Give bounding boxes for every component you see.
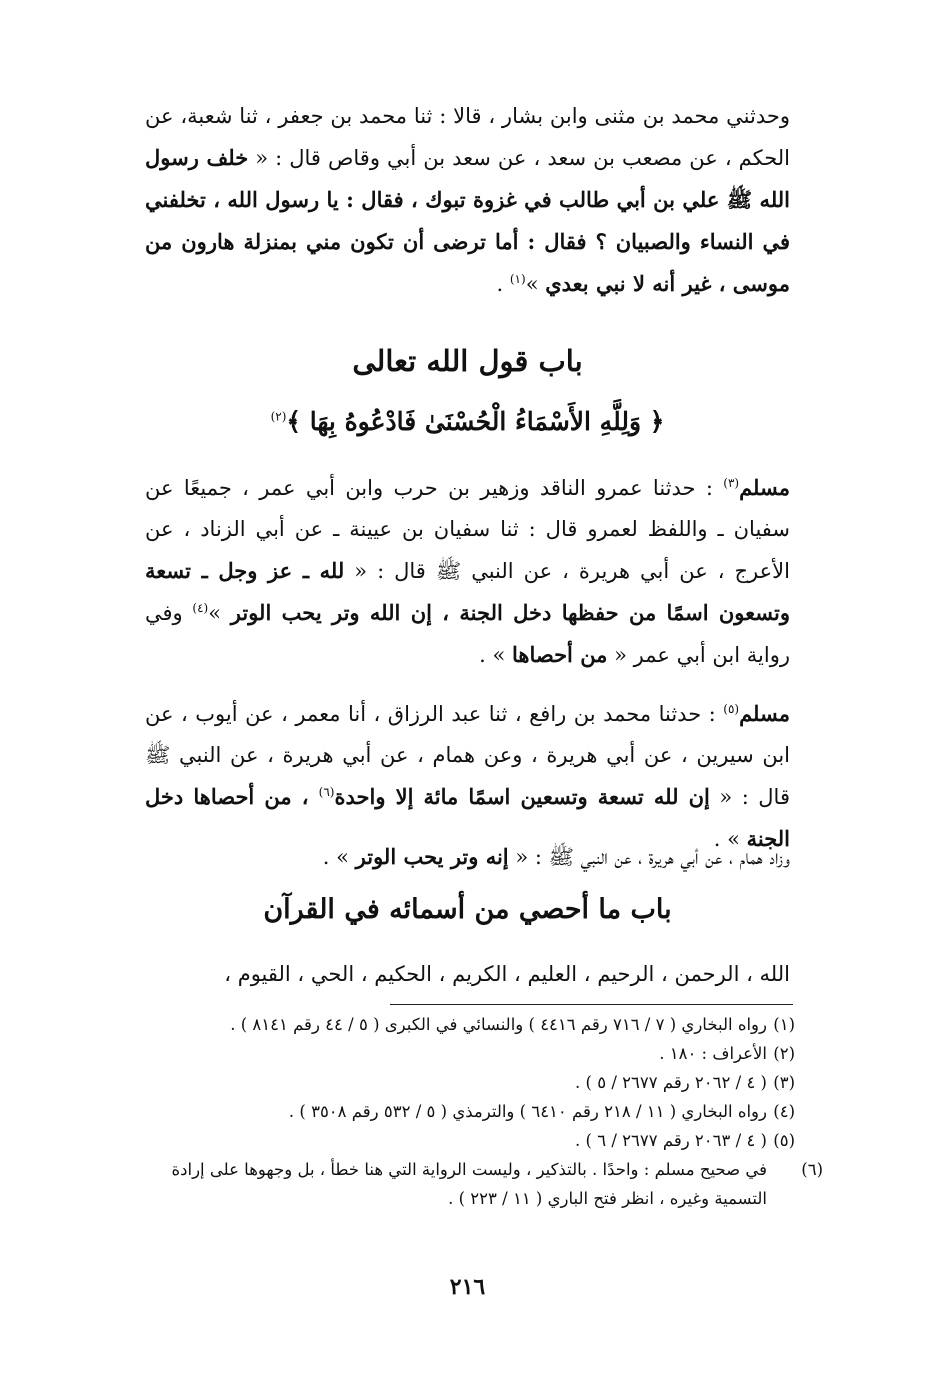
quote-close: » bbox=[525, 272, 546, 296]
source-label: مسلم bbox=[739, 701, 790, 726]
footnote-text: في صحيح مسلم : واحدًا . بالتذكير ، وليست الرواية التي هنا خطأ ، بل وجهوها على إرادة التسمية وغيره ، انظر فتح الباري ( ١١ / ٢٢٣ ) . bbox=[171, 1160, 767, 1208]
chapter-heading-2: باب ما أحصي من أسمائه في القرآن bbox=[263, 894, 672, 925]
footnote-text: رواه البخاري ( ٧ / ٧١٦ رقم ٤٤١٦ ) والنسائي في الكبرى ( ٥ / ٤٤ رقم ٨١٤١ ) . bbox=[230, 1015, 767, 1034]
footnote-2 bbox=[140, 1039, 795, 1068]
chapter-heading-1: باب قول الله تعالى bbox=[352, 344, 583, 378]
isnad-text: وزاد همام ، عن أبي هريرة ، عن النبي ﷺ : « bbox=[508, 845, 790, 869]
sentence-end: . bbox=[496, 272, 510, 296]
quran-verse: ﴿ وَلِلَّهِ الأَسْمَاءُ الْحُسْنَىٰ فَادْعُوهُ بِهَا ﴾ bbox=[286, 407, 665, 436]
hadith-paragraph-3 bbox=[145, 693, 790, 860]
hadith-text: إن لله تسعة وتسعين اسمًا مائة إلا واحدة bbox=[334, 784, 710, 809]
footnote-5 bbox=[140, 1126, 795, 1155]
footnotes bbox=[140, 1010, 823, 1213]
sentence-end: » . bbox=[713, 827, 747, 851]
footnote-number: (١) bbox=[773, 1015, 795, 1034]
isnad-text: وحدثني محمد بن مثنى وابن بشار ، قالا : ثنا محمد بن جعفر ، ثنا شعبة، عن الحكم ، عن مصعب بن سعد ، عن سعد بن أبي وقاص قال : « bbox=[145, 104, 791, 170]
hadith-text: إنه وتر يحب الوتر bbox=[355, 844, 509, 869]
isnad-text: : حدثنا عمرو الناقد وزهير بن حرب وابن أبي عمر ، جميعًا عن سفيان ـ واللفظ لعمرو قال : ثنا سفيان بن عيينة ـ عن أبي الزناد ، عن الأعرج ، عن أبي هريرة ، عن النبي ﷺ قال : « bbox=[145, 476, 790, 583]
footnote-1 bbox=[140, 1010, 795, 1039]
hadith-paragraph-1 bbox=[145, 96, 790, 305]
footnote-text: ( ٤ / ٢٠٦٢ رقم ٢٦٧٧ / ٥ ) . bbox=[575, 1073, 767, 1092]
footnote-text: الأعراف : ١٨٠ . bbox=[659, 1044, 767, 1063]
hadith-paragraph-2 bbox=[145, 467, 790, 676]
footnote-number: (٥) bbox=[773, 1131, 795, 1150]
footnote-text: رواه البخاري ( ١١ / ٢١٨ رقم ٦٤١٠ ) والترمذي ( ٥ / ٥٣٢ رقم ٣٥٠٨ ) . bbox=[288, 1102, 767, 1121]
source-label: مسلم bbox=[739, 475, 790, 500]
footnote-ref[interactable]: (٦) bbox=[318, 785, 335, 799]
riwaya-text: وفي رواية ابن أبي عمر « bbox=[145, 601, 790, 667]
footnote-number: (٣) bbox=[773, 1073, 795, 1092]
footnote-ref[interactable]: (٥) bbox=[723, 702, 740, 716]
hadith-text: ، من أحصاها دخل الجنة bbox=[145, 784, 790, 851]
footnote-separator bbox=[390, 1004, 793, 1005]
footnote-3 bbox=[140, 1068, 795, 1097]
sentence-end: » . bbox=[322, 845, 356, 869]
footnote-number: (٢) bbox=[773, 1044, 795, 1063]
names-paragraph bbox=[145, 954, 790, 995]
footnote-ref[interactable]: (٤) bbox=[192, 601, 209, 615]
chapter-heading-1-verse bbox=[145, 407, 790, 436]
hadith-text: لله ـ عز وجل ـ تسعة وتسعون اسمًا من حفظها دخل الجنة ، إن الله وتر يحب الوتر bbox=[145, 558, 790, 625]
isnad-text: : حدثنا محمد بن رافع ، ثنا عبد الرزاق ، أنا معمر ، عن أيوب ، عن ابن سيرين ، عن أبي هريرة ، وعن همام ، عن أبي هريرة ، عن النبي ﷺ قال : « bbox=[145, 702, 790, 809]
footnote-text: ( ٤ / ٢٠٦٣ رقم ٢٦٧٧ / ٦ ) . bbox=[575, 1131, 767, 1150]
footnote-6 bbox=[140, 1155, 823, 1213]
hadith-text: من أحصاها bbox=[511, 642, 608, 667]
footnote-ref[interactable]: (١) bbox=[509, 272, 526, 286]
quote-close: » bbox=[208, 601, 231, 625]
footnote-ref[interactable]: (٢) bbox=[270, 409, 287, 424]
footnote-ref[interactable]: (٣) bbox=[723, 476, 740, 490]
divine-names-list: الله ، الرحمن ، الرحيم ، العليم ، الكريم ، الحكيم ، الحي ، القيوم ، bbox=[224, 962, 790, 986]
footnote-number: (٤) bbox=[773, 1102, 795, 1121]
hadith-text: خلف رسول الله ﷺ علي بن أبي طالب في غزوة تبوك ، فقال : يا رسول الله ، تخلفني في النساء والصبيان ؟ فقال : أما ترضى أن تكون مني بمنزلة هارون من موسى ، غير أنه لا نبي بعدي bbox=[145, 145, 790, 296]
hadith-paragraph-4 bbox=[145, 836, 790, 878]
page-number: ٢١٦ bbox=[449, 1274, 486, 1300]
sentence-end: » . bbox=[479, 643, 512, 667]
footnote-number: (٦) bbox=[801, 1160, 823, 1179]
footnote-4 bbox=[140, 1097, 795, 1126]
